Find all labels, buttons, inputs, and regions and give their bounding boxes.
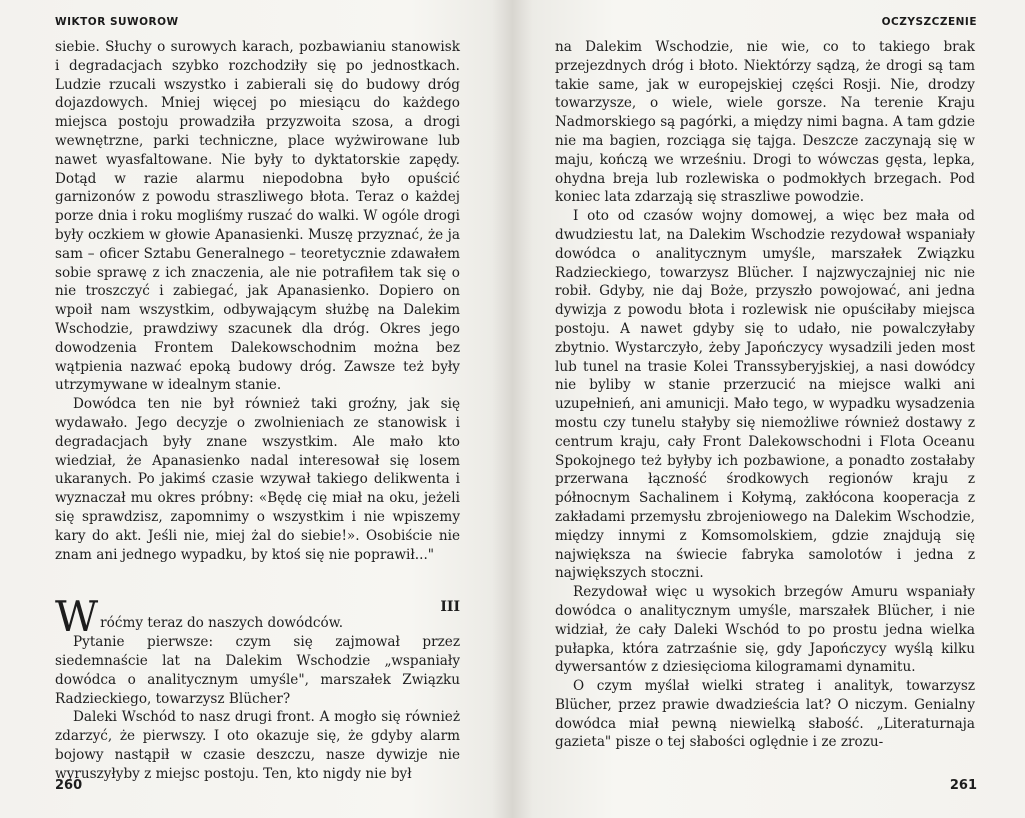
paragraph: Daleki Wschód to nasz drugi front. A mogło się również zdarzyć, że pierwszy. I oto okazuje się, że gdyby alarm bojowy nastąpił w czasie deszczu, nasze dywizje nie wyruszyłyby z miejsc postoju. Ten, kto nigdy nie był [55, 709, 460, 782]
paragraph: I oto od czasów wojny domowej, a więc bez mała od dwudziestu lat, na Dalekim Wschodzie rezydował wspaniały dowódca o analitycznym umyśle, marszałek Związku Radzieckiego, towarzysz Blücher. I najzwyczajniej nic nie robił. Gdyby, nie daj Boże, przyszło powojować, ani jedna dywizja z powodu błota i rozlewisk nie opuściłaby miejsca postoju. A nawet gdyby się to udało, nie powalczyłaby zbytnio. Wystarczyło, żeby Japończycy wysadzili jeden most lub tunel na trasie Kolei Transsyberyjskiej, a nasi dowódcy nie byliby w stanie przerzucić na miejsce walki ani uzupełnień, ani amunicji. Mało tego, w wypadku wysadzenia mostu czy tunelu stałyby się niemożliwe również dostawy z centrum kraju, cały Front Dalekowschodni i Flota Oceanu Spokojnego też byłyby ich pozbawione, a ponadto zostałaby przerwana łączność środkowych regionów kraju z północnym Sachalinem i Kołymą, zakłócona kooperacja z zakładami przemysłu zbrojeniowego na Dalekim Wschodzie, między innymi z Komsomolskiem, gdzie znajdują się największa na świecie fabryka samolotów i jedna z największych stoczni. [555, 208, 975, 582]
paragraph: Rezydował więc u wysokich brzegów Amuru wspaniały dowódca o analitycznym umyśle, marszałek Blücher, i nie widział, że cały Daleki Wschód to po prostu jedna wielka pułapka, która zatrzaśnie się, gdy Japończycy wyślą kilku dywersantów z dziesięcioma kilogramami dynamitu. [555, 584, 975, 676]
running-head-chapter: OCZYSZCZENIE [881, 16, 977, 28]
drop-cap: W [55, 592, 99, 642]
paragraph: na Dalekim Wschodzie, nie wie, co to takiego brak przejezdnych dróg i błoto. Niektórzy sądzą, że drogi są tam takie same, jak w europejskiej części Rosji. Nie, drodzy towarzysze, o wiele, wiele gorsze. Na terenie Kraju Nadmorskiego są pagórki, a między nimi bagna. A tam gdzie nie ma bagien, rozciąga się tajga. Deszcze zaczynają się w maju, kończą we wrześniu. Drogi to wówczas gęsta, lepka, ohydna breja lub rozlewiska o podmokłych brzegach. Pod koniec lata zdarzają się straszliwe powodzie. [555, 39, 975, 206]
right-page [513, 0, 1025, 818]
paragraph: Pytanie pierwsze: czym się zajmował przez siedemnaście lat na Dalekim Wschodzie „wspaniały dowódca o analitycznym umyśle", marszałek Związku Radzieckiego, towarzysz Blücher? [55, 634, 460, 707]
section-break [55, 564, 460, 598]
running-head-author: WIKTOR SUWOROW [55, 16, 179, 28]
section-header [55, 598, 460, 626]
paragraph: Dowódca ten nie był również taki groźny, jak się wydawało. Jego decyzje o zwolnieniach ze stanowisk i degradacjach były znane wszystkim. Ale mało kto wiedział, że Apanasienko nadal interesował się losem ukaranych. Po jakimś czasie wzywał takiego delikwenta i wyznaczał mu okres próbny: «Będę cię miał na oku, jeżeli się sprawdzisz, zapomnimy o wszystkim i nie wpiszemy kary do akt. Jeśli nie, miej żal do siebie!». Osobiście nie znam ani jednego wypadku, by ktoś się nie poprawił..." [55, 396, 460, 563]
section-number: III [440, 599, 460, 616]
paragraph: siebie. Słuchy o surowych karach, pozbawianiu stanowisk i degradacjach szybko rozchodziły się po jednostkach. Ludzie rzucali wszystko i zabierali się do budowy dróg dojazdowych. Mniej więcej po miesiącu do każdego miejsca postoju prowadziła przyzwoita szosa, a drogi wewnętrzne, parki techniczne, place wyżwirowane lub nawet wyasfaltowane. Nie były to dyktatorskie zapędy. Dotąd w razie alarmu niepodobna było opuścić garnizonów z powodu straszliwego błota. Teraz o każdej porze dnia i roku mogliśmy ruszać do walki. W ogóle drogi były oczkiem w głowie Apanasienki. Muszę przyznać, że ja sam – oficer Sztabu Generalnego – teoretycznie zdawałem sobie sprawę z ich znaczenia, ale nie potrafiłem tak się o nie troszczyć i zabiegać, jak Apanasienko. Dopiero on wpoił nam wszystkim, odbywającym służbę na Dalekim Wschodzie, prawdziwy szacunek dla dróg. Okres jego dowodzenia Frontem Dalekowschodnim można bez wątpienia nazwać epoką budowy dróg. Zawsze też były utrzymywane w idealnym stanie. [55, 39, 460, 394]
paragraph: O czym myślał wielki strateg i analityk, towarzysz Blücher, przez prawie dwadzieścia lat? O niczym. Genialny dowódca miał pewną niewielką słabość. „Literaturnaja gazieta" pisze o tej słabości oględnie i ze zrozu- [555, 678, 975, 751]
page-number-left: 260 [55, 778, 83, 793]
left-text-column [55, 38, 460, 783]
opening-line: róćmy teraz do naszych dowódców. [100, 615, 344, 632]
left-page [0, 0, 512, 818]
right-text-column [555, 38, 975, 752]
page-number-right: 261 [949, 778, 977, 793]
